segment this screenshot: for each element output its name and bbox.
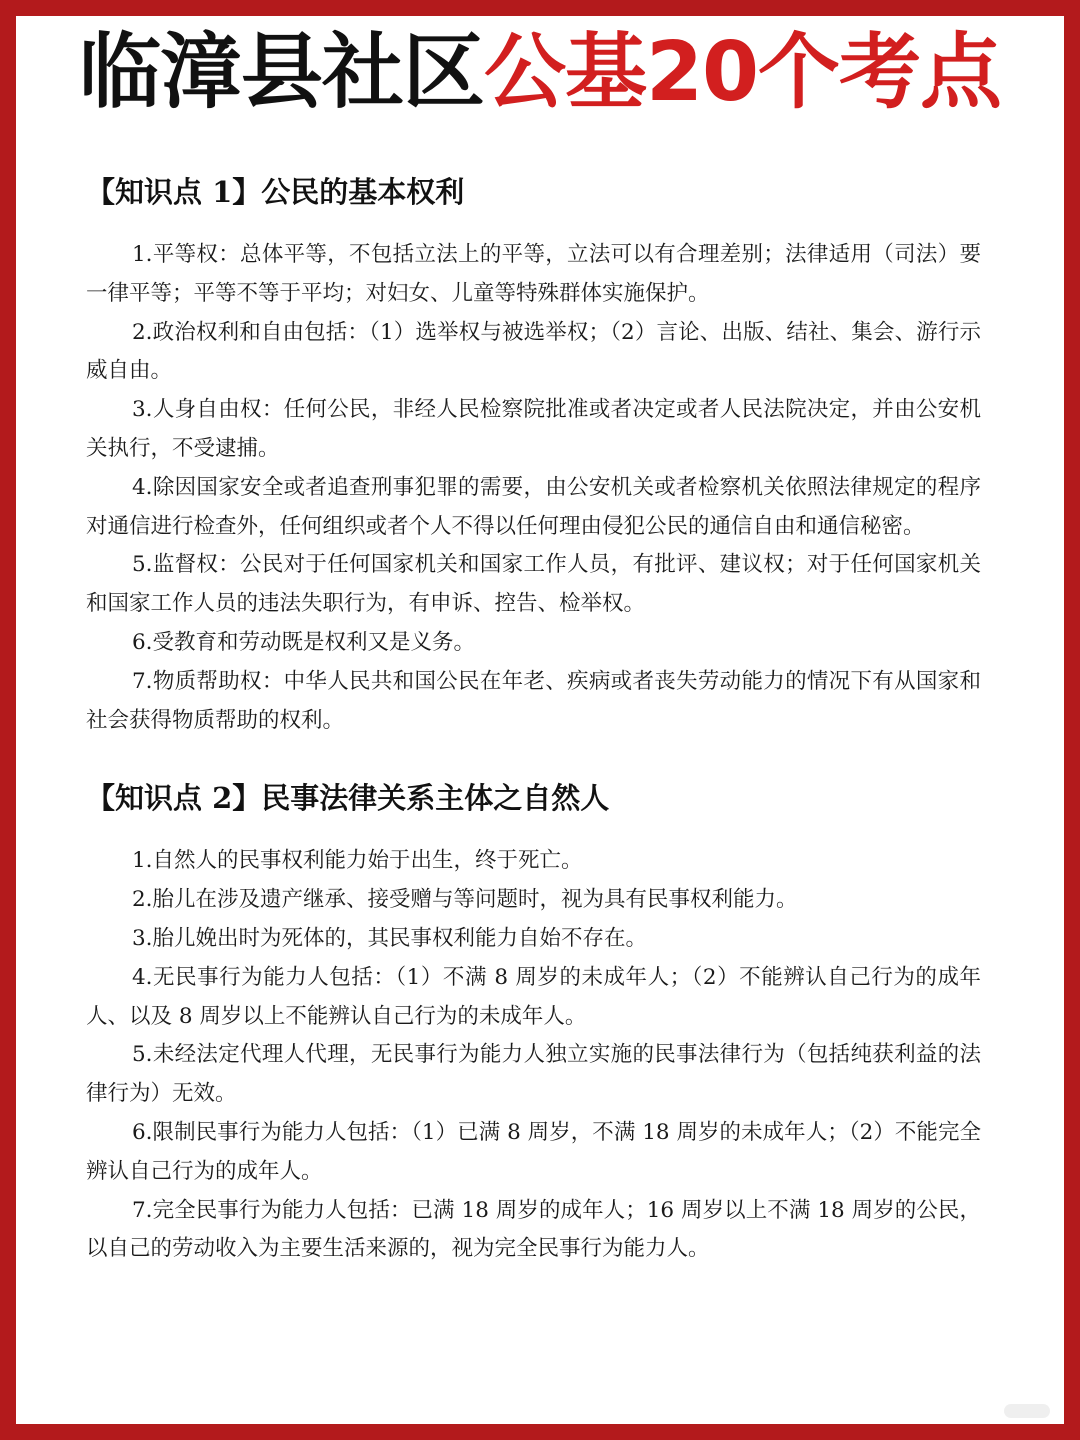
- title-red-part: 公基20个考点: [483, 25, 1002, 120]
- list-item: 5.监督权：公民对于任何国家机关和国家工作人员，有批评、建议权；对于任何国家机关和国家工作人员的违法失职行为，有申诉、控告、检举权。: [86, 552, 981, 617]
- knowledge-section-2: [86, 776, 981, 1269]
- item-list: [86, 842, 981, 1269]
- list-item: 4.除因国家安全或者追查刑事犯罪的需要，由公安机关或者检察机关依照法律规定的程序对通信进行检查外，任何组织或者个人不得以任何理由侵犯公民的通信自由和通信秘密。: [86, 474, 981, 539]
- section-heading: 【知识点 2】民事法律关系主体之自然人: [86, 781, 610, 816]
- knowledge-section-1: [86, 170, 981, 740]
- list-item: 7.物质帮助权：中华人民共和国公民在年老、疾病或者丧失劳动能力的情况下有从国家和社会获得物质帮助的权利。: [86, 668, 981, 733]
- list-item: 2.政治权利和自由包括：（1）选举权与被选举权；（2）言论、出版、结社、集会、游行示威自由。: [86, 319, 981, 384]
- list-item: 3.胎儿娩出时为死体的，其民事权利能力自始不存在。: [132, 925, 648, 951]
- watermark-mark: [1004, 1404, 1050, 1418]
- list-item: 5.未经法定代理人代理，无民事行为能力人独立实施的民事法律行为（包括纯获利益的法律行为）无效。: [86, 1042, 981, 1107]
- list-item: 4.无民事行为能力人包括：（1）不满 8 周岁的未成年人；（2）不能辨认自己行为的成年人、以及 8 周岁以上不能辨认自己行为的未成年人。: [86, 964, 981, 1029]
- list-item: 2.胎儿在涉及遗产继承、接受赠与等问题时，视为具有民事权利能力。: [132, 887, 798, 913]
- title-black-part: 临漳县社区: [78, 25, 484, 120]
- list-item: 6.限制民事行为能力人包括：（1）已满 8 周岁，不满 18 周岁的未成年人；（2）不能完全辨认自己行为的成年人。: [86, 1119, 981, 1184]
- list-item: 1.平等权：总体平等，不包括立法上的平等，立法可以有合理差别；法律适用（司法）要一律平等；平等不等于平均；对妇女、儿童等特殊群体实施保护。: [86, 242, 981, 306]
- page-title: [0, 18, 1080, 128]
- list-item: 3.人身自由权：任何公民，非经人民检察院批准或者决定或者人民法院决定，并由公安机关执行，不受逮捕。: [86, 397, 981, 461]
- list-item: 7.完全民事行为能力人包括：已满 18 周岁的成年人；16 周岁以上不满 18 周岁的公民，以自己的劳动收入为主要生活来源的，视为完全民事行为能力人。: [86, 1197, 981, 1262]
- list-item: 6.受教育和劳动既是权利又是义务。: [132, 629, 476, 655]
- document-body: [86, 170, 981, 1305]
- item-list: [86, 236, 981, 740]
- section-heading: 【知识点 1】公民的基本权利: [86, 175, 465, 209]
- list-item: 1.自然人的民事权利能力始于出生，终于死亡。: [132, 848, 583, 874]
